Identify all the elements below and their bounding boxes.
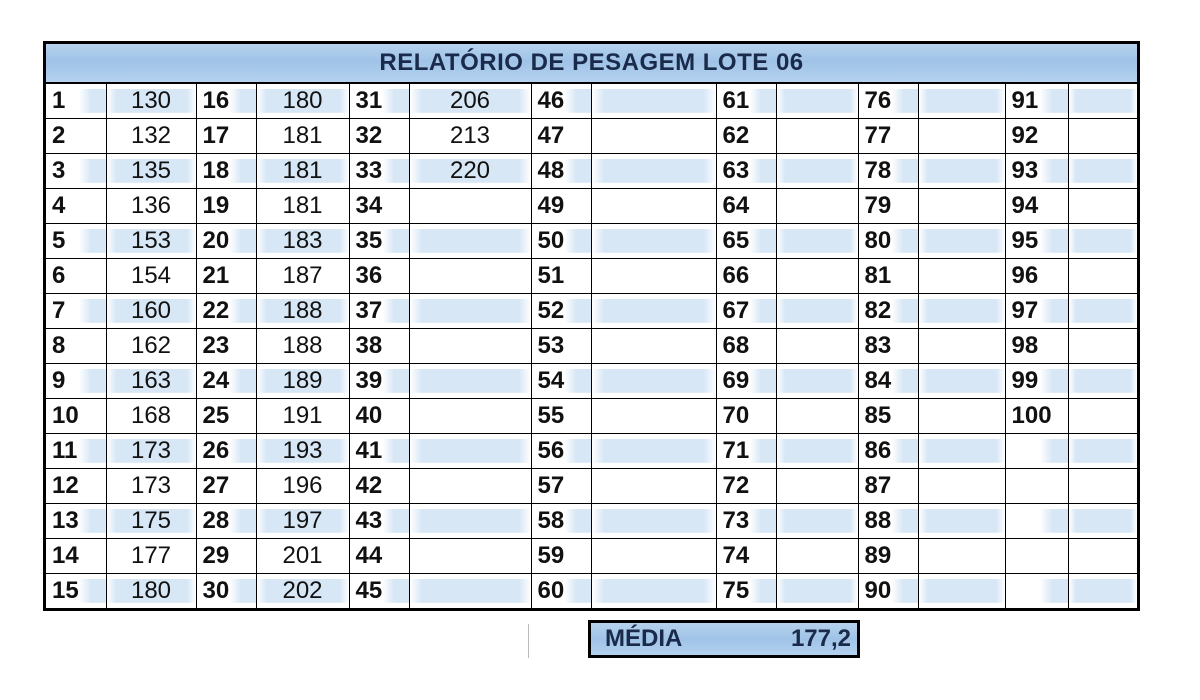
- weight-value-cell: [776, 224, 858, 259]
- animal-number-cell: 47: [531, 119, 591, 154]
- weight-value-cell: [591, 364, 716, 399]
- animal-number-cell: 76: [858, 84, 918, 119]
- weight-value-cell: [409, 574, 531, 609]
- animal-number-cell: 18: [196, 154, 256, 189]
- animal-number-cell: 4: [46, 189, 106, 224]
- animal-number-cell: 81: [858, 259, 918, 294]
- weight-value-cell: [776, 154, 858, 189]
- animal-number-cell: 67: [716, 294, 776, 329]
- weight-value-cell: 180: [106, 574, 196, 609]
- animal-number-cell: 74: [716, 539, 776, 574]
- column-divider: [528, 624, 529, 658]
- weight-value-cell: 160: [106, 294, 196, 329]
- animal-number-cell: 82: [858, 294, 918, 329]
- weight-value-cell: [409, 399, 531, 434]
- animal-number-cell: 5: [46, 224, 106, 259]
- weight-value-cell: [776, 189, 858, 224]
- animal-number-cell: 60: [531, 574, 591, 609]
- weight-value-cell: [776, 574, 858, 609]
- animal-number-cell: 11: [46, 434, 106, 469]
- weight-value-cell: 180: [256, 84, 349, 119]
- weight-value-cell: [409, 504, 531, 539]
- weight-value-cell: [591, 574, 716, 609]
- animal-number-cell: 88: [858, 504, 918, 539]
- animal-number-cell: 89: [858, 539, 918, 574]
- weight-value-cell: 136: [106, 189, 196, 224]
- weight-value-cell: 154: [106, 259, 196, 294]
- weight-value-cell: [776, 539, 858, 574]
- animal-number-cell: 64: [716, 189, 776, 224]
- animal-number-cell: 28: [196, 504, 256, 539]
- animal-number-cell: 66: [716, 259, 776, 294]
- animal-number-cell: 15: [46, 574, 106, 609]
- weight-value-cell: [776, 434, 858, 469]
- weight-value-cell: [591, 84, 716, 119]
- animal-number-cell: 8: [46, 329, 106, 364]
- weight-value-cell: [776, 329, 858, 364]
- weight-value-cell: 135: [106, 154, 196, 189]
- weight-value-cell: [1068, 84, 1137, 119]
- weight-value-cell: [409, 259, 531, 294]
- weight-value-cell: 173: [106, 469, 196, 504]
- weight-value-cell: 188: [256, 329, 349, 364]
- weights-table: [46, 84, 1137, 608]
- weight-value-cell: [409, 364, 531, 399]
- animal-number-cell: 3: [46, 154, 106, 189]
- weight-value-cell: 181: [256, 154, 349, 189]
- animal-number-cell: 83: [858, 329, 918, 364]
- weight-value-cell: [776, 469, 858, 504]
- weight-value-cell: 201: [256, 539, 349, 574]
- weight-value-cell: [918, 399, 1005, 434]
- table-row: [46, 364, 1137, 399]
- weight-value-cell: [591, 434, 716, 469]
- weight-value-cell: [409, 329, 531, 364]
- animal-number-cell: 69: [716, 364, 776, 399]
- weight-value-cell: 191: [256, 399, 349, 434]
- animal-number-cell: 92: [1005, 119, 1068, 154]
- animal-number-cell: 49: [531, 189, 591, 224]
- weight-value-cell: [776, 84, 858, 119]
- report-title: RELATÓRIO DE PESAGEM LOTE 06: [46, 44, 1137, 84]
- weight-value-cell: [776, 504, 858, 539]
- table-row: [46, 539, 1137, 574]
- animal-number-cell: 84: [858, 364, 918, 399]
- table-row: [46, 329, 1137, 364]
- weight-value-cell: [591, 189, 716, 224]
- weight-value-cell: [918, 364, 1005, 399]
- weight-value-cell: [1068, 434, 1137, 469]
- animal-number-cell: 33: [349, 154, 409, 189]
- weight-value-cell: [918, 574, 1005, 609]
- weight-value-cell: [1068, 224, 1137, 259]
- weight-value-cell: 173: [106, 434, 196, 469]
- weight-value-cell: [591, 154, 716, 189]
- table-row: [46, 504, 1137, 539]
- animal-number-cell: 86: [858, 434, 918, 469]
- weight-value-cell: 188: [256, 294, 349, 329]
- animal-number-cell: 61: [716, 84, 776, 119]
- weight-value-cell: [1068, 294, 1137, 329]
- table-row: [46, 189, 1137, 224]
- animal-number-cell: 72: [716, 469, 776, 504]
- weight-value-cell: [591, 259, 716, 294]
- table-row: [46, 574, 1137, 609]
- table-row: [46, 294, 1137, 329]
- weight-value-cell: [591, 119, 716, 154]
- weight-value-cell: [591, 294, 716, 329]
- animal-number-cell: 24: [196, 364, 256, 399]
- animal-number-cell: [1005, 504, 1068, 539]
- animal-number-cell: 2: [46, 119, 106, 154]
- weight-value-cell: [1068, 364, 1137, 399]
- animal-number-cell: [1005, 539, 1068, 574]
- animal-number-cell: 59: [531, 539, 591, 574]
- weight-value-cell: 181: [256, 119, 349, 154]
- weight-value-cell: 153: [106, 224, 196, 259]
- weight-value-cell: 175: [106, 504, 196, 539]
- weight-value-cell: 206: [409, 84, 531, 119]
- weight-value-cell: [409, 539, 531, 574]
- animal-number-cell: 97: [1005, 294, 1068, 329]
- weight-value-cell: [918, 259, 1005, 294]
- animal-number-cell: 20: [196, 224, 256, 259]
- animal-number-cell: 52: [531, 294, 591, 329]
- weight-value-cell: 168: [106, 399, 196, 434]
- animal-number-cell: 57: [531, 469, 591, 504]
- average-value: 177,2: [790, 625, 851, 652]
- table-row: [46, 224, 1137, 259]
- animal-number-cell: 77: [858, 119, 918, 154]
- animal-number-cell: 9: [46, 364, 106, 399]
- weight-value-cell: 193: [256, 434, 349, 469]
- animal-number-cell: 1: [46, 84, 106, 119]
- weight-value-cell: 187: [256, 259, 349, 294]
- animal-number-cell: 16: [196, 84, 256, 119]
- weight-value-cell: [918, 469, 1005, 504]
- weight-value-cell: [1068, 504, 1137, 539]
- animal-number-cell: 31: [349, 84, 409, 119]
- weight-value-cell: [918, 294, 1005, 329]
- animal-number-cell: 65: [716, 224, 776, 259]
- animal-number-cell: 73: [716, 504, 776, 539]
- animal-number-cell: 25: [196, 399, 256, 434]
- animal-number-cell: 38: [349, 329, 409, 364]
- table-row: [46, 399, 1137, 434]
- animal-number-cell: 12: [46, 469, 106, 504]
- weight-value-cell: [591, 329, 716, 364]
- weight-value-cell: 197: [256, 504, 349, 539]
- animal-number-cell: 6: [46, 259, 106, 294]
- weight-value-cell: [409, 434, 531, 469]
- animal-number-cell: 71: [716, 434, 776, 469]
- weight-value-cell: [591, 539, 716, 574]
- animal-number-cell: 37: [349, 294, 409, 329]
- weight-value-cell: [1068, 574, 1137, 609]
- weight-value-cell: 196: [256, 469, 349, 504]
- animal-number-cell: 75: [716, 574, 776, 609]
- weight-value-cell: 130: [106, 84, 196, 119]
- weight-value-cell: [591, 224, 716, 259]
- weight-value-cell: [1068, 119, 1137, 154]
- weight-value-cell: [918, 329, 1005, 364]
- weight-value-cell: [1068, 399, 1137, 434]
- animal-number-cell: 17: [196, 119, 256, 154]
- weight-value-cell: [1068, 329, 1137, 364]
- weight-value-cell: [776, 259, 858, 294]
- animal-number-cell: 22: [196, 294, 256, 329]
- animal-number-cell: 53: [531, 329, 591, 364]
- animal-number-cell: 99: [1005, 364, 1068, 399]
- weight-value-cell: 213: [409, 119, 531, 154]
- animal-number-cell: 79: [858, 189, 918, 224]
- average-label: MÉDIA: [605, 625, 683, 652]
- animal-number-cell: 40: [349, 399, 409, 434]
- table-row: [46, 84, 1137, 119]
- animal-number-cell: 27: [196, 469, 256, 504]
- animal-number-cell: 56: [531, 434, 591, 469]
- weighing-report: [43, 41, 1140, 611]
- weight-value-cell: [776, 294, 858, 329]
- weight-value-cell: 220: [409, 154, 531, 189]
- animal-number-cell: 35: [349, 224, 409, 259]
- animal-number-cell: 10: [46, 399, 106, 434]
- animal-number-cell: 13: [46, 504, 106, 539]
- animal-number-cell: 48: [531, 154, 591, 189]
- weight-value-cell: [776, 399, 858, 434]
- weight-value-cell: [918, 119, 1005, 154]
- animal-number-cell: 93: [1005, 154, 1068, 189]
- weight-value-cell: 202: [256, 574, 349, 609]
- weight-value-cell: [918, 504, 1005, 539]
- animal-number-cell: 51: [531, 259, 591, 294]
- animal-number-cell: 63: [716, 154, 776, 189]
- animal-number-cell: 100: [1005, 399, 1068, 434]
- animal-number-cell: 7: [46, 294, 106, 329]
- weight-value-cell: [918, 154, 1005, 189]
- animal-number-cell: 62: [716, 119, 776, 154]
- weight-value-cell: 181: [256, 189, 349, 224]
- weight-value-cell: [1068, 154, 1137, 189]
- animal-number-cell: 58: [531, 504, 591, 539]
- animal-number-cell: 45: [349, 574, 409, 609]
- animal-number-cell: 26: [196, 434, 256, 469]
- animal-number-cell: 23: [196, 329, 256, 364]
- weight-value-cell: [918, 189, 1005, 224]
- weight-value-cell: [776, 364, 858, 399]
- weight-value-cell: [918, 84, 1005, 119]
- weight-value-cell: [1068, 189, 1137, 224]
- animal-number-cell: 78: [858, 154, 918, 189]
- animal-number-cell: 96: [1005, 259, 1068, 294]
- animal-number-cell: 68: [716, 329, 776, 364]
- animal-number-cell: 29: [196, 539, 256, 574]
- animal-number-cell: 32: [349, 119, 409, 154]
- weight-value-cell: [409, 294, 531, 329]
- animal-number-cell: 54: [531, 364, 591, 399]
- animal-number-cell: 55: [531, 399, 591, 434]
- animal-number-cell: [1005, 574, 1068, 609]
- animal-number-cell: 95: [1005, 224, 1068, 259]
- weight-value-cell: [409, 469, 531, 504]
- animal-number-cell: [1005, 434, 1068, 469]
- animal-number-cell: 34: [349, 189, 409, 224]
- weight-value-cell: [1068, 259, 1137, 294]
- table-row: [46, 259, 1137, 294]
- animal-number-cell: 80: [858, 224, 918, 259]
- weight-value-cell: [918, 539, 1005, 574]
- animal-number-cell: 36: [349, 259, 409, 294]
- weight-value-cell: [409, 189, 531, 224]
- weight-value-cell: [409, 224, 531, 259]
- animal-number-cell: 46: [531, 84, 591, 119]
- animal-number-cell: 43: [349, 504, 409, 539]
- table-row: [46, 469, 1137, 504]
- animal-number-cell: 94: [1005, 189, 1068, 224]
- table-row: [46, 119, 1137, 154]
- animal-number-cell: 30: [196, 574, 256, 609]
- animal-number-cell: 21: [196, 259, 256, 294]
- weight-value-cell: 177: [106, 539, 196, 574]
- animal-number-cell: 19: [196, 189, 256, 224]
- table-row: [46, 154, 1137, 189]
- weight-value-cell: [1068, 469, 1137, 504]
- weight-value-cell: [1068, 539, 1137, 574]
- average-box: [588, 620, 860, 658]
- animal-number-cell: 91: [1005, 84, 1068, 119]
- animal-number-cell: 98: [1005, 329, 1068, 364]
- weight-value-cell: [776, 119, 858, 154]
- weight-value-cell: [918, 434, 1005, 469]
- animal-number-cell: 41: [349, 434, 409, 469]
- weight-value-cell: 132: [106, 119, 196, 154]
- weight-value-cell: [918, 224, 1005, 259]
- animal-number-cell: 87: [858, 469, 918, 504]
- weight-value-cell: [591, 504, 716, 539]
- weight-value-cell: 183: [256, 224, 349, 259]
- animal-number-cell: 42: [349, 469, 409, 504]
- animal-number-cell: 39: [349, 364, 409, 399]
- animal-number-cell: 14: [46, 539, 106, 574]
- animal-number-cell: 90: [858, 574, 918, 609]
- weight-value-cell: 163: [106, 364, 196, 399]
- animal-number-cell: 44: [349, 539, 409, 574]
- weight-value-cell: [591, 469, 716, 504]
- animal-number-cell: 50: [531, 224, 591, 259]
- weight-value-cell: 162: [106, 329, 196, 364]
- weight-value-cell: 189: [256, 364, 349, 399]
- table-row: [46, 434, 1137, 469]
- weight-value-cell: [591, 399, 716, 434]
- animal-number-cell: [1005, 469, 1068, 504]
- animal-number-cell: 85: [858, 399, 918, 434]
- animal-number-cell: 70: [716, 399, 776, 434]
